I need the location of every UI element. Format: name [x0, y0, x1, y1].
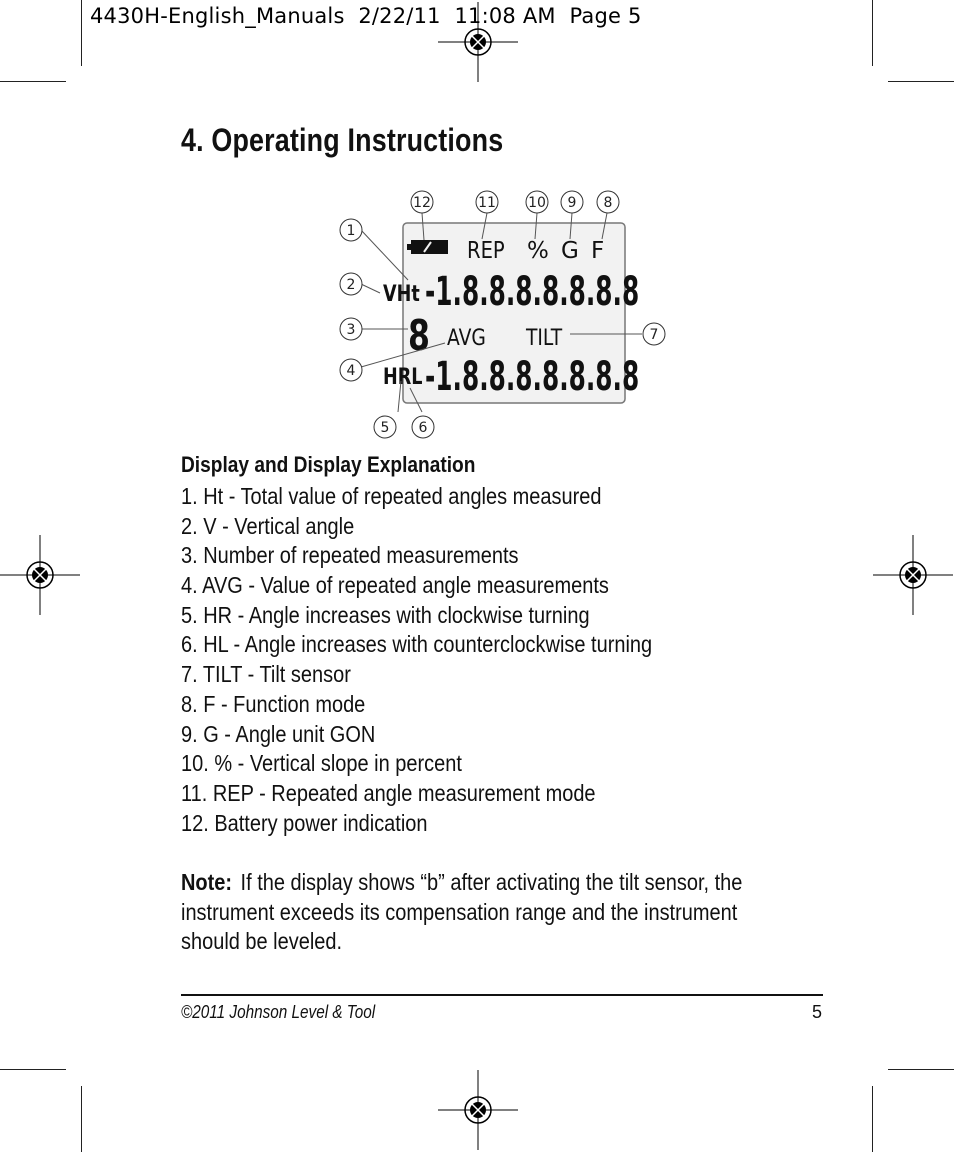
list-item: 10. % - Vertical slope in percent: [181, 750, 462, 777]
list-item: 6. HL - Angle increases with counterclockwise turning: [181, 631, 653, 658]
note-label: Note:: [181, 869, 233, 895]
registration-mark-icon: [438, 1070, 518, 1150]
list-item: 12. Battery power indication: [181, 809, 428, 836]
lcd-hrl-label: HRL: [383, 364, 423, 390]
list-item: 2. V - Vertical angle: [181, 512, 355, 539]
callout-10: 10: [528, 195, 546, 211]
note-text: If the display shows “b” after activating the tilt sensor, the instrument exceeds its compensation range and the instrument should be leveled.: [181, 869, 743, 955]
lcd-tilt-indicator: TILT: [526, 324, 563, 351]
list-item: 3. Number of repeated measurements: [181, 542, 519, 569]
callout-11: 11: [478, 195, 496, 211]
crop-mark: [81, 0, 82, 66]
callout-1: 1: [346, 223, 356, 239]
lcd-rep-indicator: REP: [467, 237, 505, 265]
callout-7: 7: [649, 327, 659, 343]
list-item: 9. G - Angle unit GON: [181, 720, 376, 747]
callout-4: 4: [346, 363, 356, 379]
callout-8: 8: [603, 195, 613, 211]
lcd-display-diagram: [330, 183, 680, 445]
callout-3: 3: [346, 322, 356, 338]
footer-copyright: ©2011 Johnson Level & Tool: [181, 1002, 376, 1022]
battery-icon: [407, 240, 448, 254]
print-slug-line: 4430H-English_Manuals 2/22/11 11:08 AM Page 5: [90, 4, 642, 28]
page-number: 5: [812, 1002, 823, 1022]
crop-mark: [872, 0, 873, 66]
lcd-vht-label: VHt: [383, 281, 420, 307]
list-item: 8. F - Function mode: [181, 690, 366, 717]
lcd-g-indicator: G: [561, 238, 579, 264]
crop-mark: [872, 1086, 873, 1152]
note-paragraph: [181, 868, 793, 957]
crop-mark: [0, 81, 66, 82]
crop-mark: [888, 1069, 954, 1070]
callout-6: 6: [418, 420, 428, 436]
callout-5: 5: [380, 420, 390, 436]
registration-mark-icon: [873, 535, 953, 615]
list-item: 7. TILT - Tilt sensor: [181, 661, 351, 688]
callout-12: 12: [413, 195, 431, 211]
callout-2: 2: [346, 277, 356, 293]
crop-mark: [888, 81, 954, 82]
lcd-row1-digits: -1.8.8.8.8.8.8.8: [425, 267, 640, 315]
footer-divider: [181, 994, 823, 996]
list-item: 5. HR - Angle increases with clockwise turning: [181, 601, 590, 628]
page-title: 4. Operating Instructions: [181, 122, 504, 158]
lcd-count-digit: 8: [408, 311, 430, 361]
lcd-f-indicator: F: [591, 238, 605, 264]
lcd-percent-indicator: %: [527, 238, 549, 264]
explanation-list: [181, 482, 735, 838]
lcd-row2-digits: -1.8.8.8.8.8.8.8: [425, 352, 640, 400]
list-item: 11. REP - Repeated angle measurement mode: [181, 779, 596, 806]
list-item: 1. Ht - Total value of repeated angles measured: [181, 483, 602, 509]
crop-mark: [81, 1086, 82, 1152]
lcd-avg-indicator: AVG: [447, 324, 486, 351]
registration-mark-icon: [0, 535, 80, 615]
section-heading: Display and Display Explanation: [181, 452, 476, 477]
registration-mark-icon: [438, 2, 518, 82]
list-item: 4. AVG - Value of repeated angle measurements: [181, 572, 609, 599]
crop-mark: [0, 1069, 66, 1070]
callout-9: 9: [567, 195, 577, 211]
